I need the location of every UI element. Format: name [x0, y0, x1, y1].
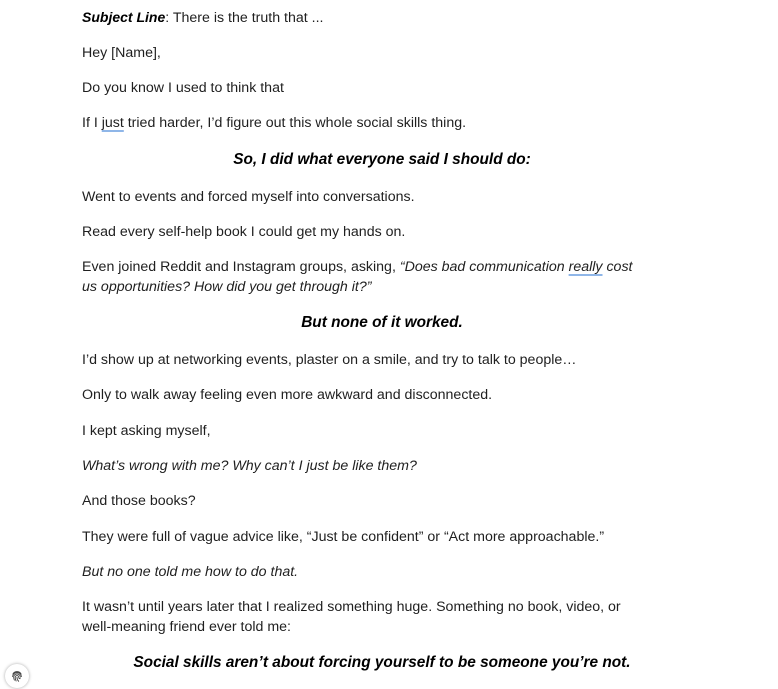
heading-3: Social skills aren’t about forcing yourself to be someone you’re not.: [133, 654, 631, 671]
spellcheck-word-really[interactable]: really: [568, 259, 603, 275]
paragraph-8: I kept asking myself,: [82, 423, 211, 439]
greeting: Hey [Name],: [82, 45, 161, 61]
paragraph-10: And those books?: [82, 493, 196, 509]
spellcheck-word-just[interactable]: just: [101, 115, 124, 131]
p5-d: cost us opportunities? How did you get through it?”: [82, 259, 633, 295]
paragraph-11: They were full of vague advice like, “Just be confident” or “Act more approachable.”: [82, 529, 605, 545]
p5-a: Even joined Reddit and Instagram groups, asking,: [82, 259, 400, 275]
subject-text: : There is the truth that ...: [165, 10, 324, 26]
p5-b: “Does bad communication: [399, 259, 569, 275]
fingerprint-icon: [10, 669, 24, 683]
heading-2: But none of it worked.: [301, 314, 463, 331]
heading-1: So, I did what everyone said I should do:: [233, 151, 531, 168]
p2-a: If I: [82, 115, 102, 131]
subject-label: Subject Line: [82, 9, 166, 25]
fingerprint-button[interactable]: [5, 664, 29, 688]
paragraph-12: But no one told me how to do that.: [82, 564, 299, 580]
paragraph-13: It wasn’t until years later that I realized something huge. Something no book, video, or well-meaning friend ever told me:: [82, 599, 621, 635]
subject-line: [82, 7, 682, 28]
paragraph-7: Only to walk away feeling even more awkward and disconnected.: [82, 387, 493, 403]
paragraph-5: [82, 257, 642, 297]
paragraph-4: Read every self-help book I could get my hands on.: [82, 224, 406, 240]
paragraph-2: [82, 113, 682, 133]
paragraph-9: What’s wrong with me? Why can’t I just be like them?: [82, 458, 417, 474]
paragraph-1: Do you know I used to think that: [82, 80, 284, 96]
p2-c: tried harder, I’d figure out this whole social skills thing.: [123, 115, 467, 131]
paragraph-6: I’d show up at networking events, plaster on a smile, and try to talk to people…: [82, 352, 577, 368]
paragraph-3: Went to events and forced myself into conversations.: [82, 189, 415, 205]
